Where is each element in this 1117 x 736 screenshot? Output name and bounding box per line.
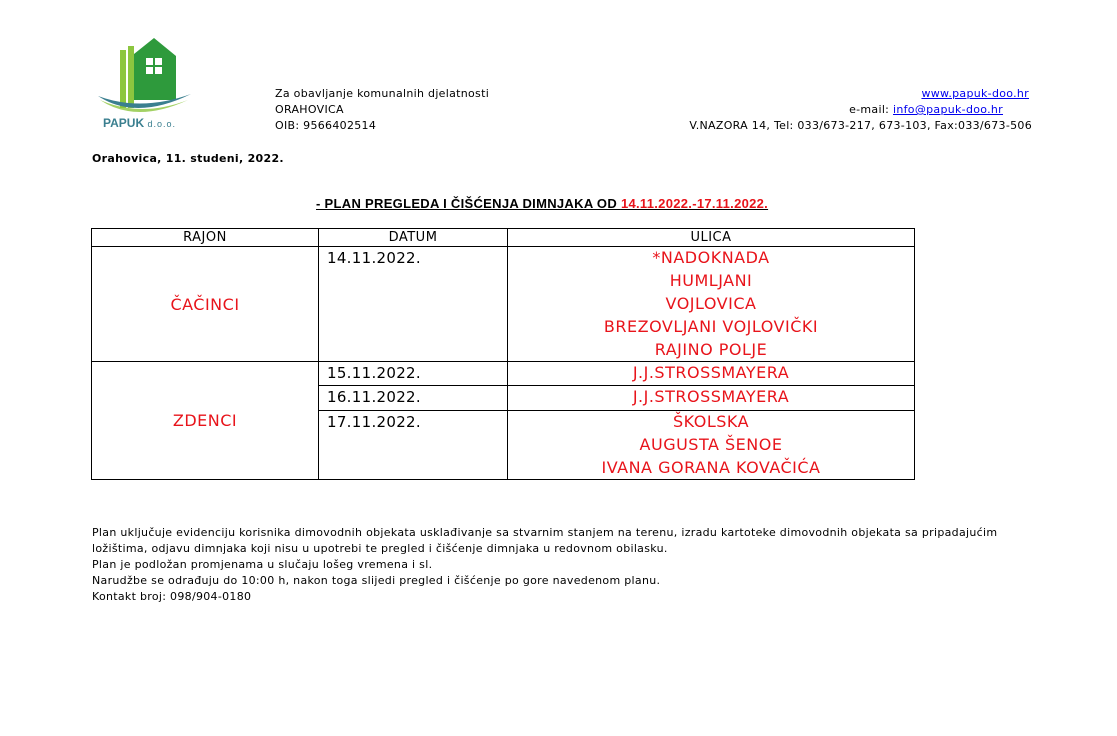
- datum-value: 17.11.2022.: [327, 413, 421, 431]
- logo-suffix: d.o.o.: [147, 119, 176, 129]
- email-row: [849, 103, 1003, 116]
- website-row: [921, 87, 1029, 100]
- footer-line: Kontakt broj: 098/904-0180: [92, 590, 252, 603]
- footer-line: Narudžbe se odrađuju do 10:00 h, nakon toga slijedi pregled i čišćenje po gore navedenom planu.: [92, 574, 661, 587]
- ulica-cell: [508, 386, 915, 411]
- table-header-row: [92, 229, 915, 247]
- title-prefix: - PLAN PREGLEDA I ČIŠĆENJA DIMNJAKA OD: [316, 196, 621, 211]
- datum-cell: [319, 386, 508, 411]
- street-name: J.J.STROSSMAYERA: [632, 387, 790, 406]
- email-link[interactable]: info@papuk-doo.hr: [893, 103, 1003, 116]
- address-line: V.NAZORA 14, Tel: 033/673-217, 673-103, Fax:033/673-506: [689, 119, 1032, 132]
- title-date-range: 14.11.2022.-17.11.2022.: [620, 196, 769, 211]
- footer-line: Plan je podložan promjenama u slučaju lošeg vremena i sl.: [92, 558, 433, 571]
- header-datum: DATUM: [319, 229, 508, 247]
- datum-value: 14.11.2022.: [327, 249, 421, 267]
- header-rajon: RAJON: [92, 229, 319, 247]
- street-name: BREZOVLJANI VOJLOVIČKI: [603, 317, 819, 336]
- company-oib: OIB: 9566402514: [275, 119, 377, 132]
- logo-name: PAPUK: [103, 116, 145, 130]
- rajon-cell: ČAČINCI: [92, 247, 319, 362]
- ulica-cell: [508, 247, 915, 362]
- street-name: IVANA GORANA KOVAČIĆA: [601, 458, 821, 477]
- schedule-table: [91, 228, 915, 480]
- street-name: AUGUSTA ŠENOE: [639, 435, 783, 454]
- footer-notes: [92, 525, 1032, 605]
- datum-cell: [319, 247, 508, 362]
- email-label: e-mail:: [849, 103, 890, 116]
- company-line-1: Za obavljanje komunalnih djelatnosti: [275, 87, 490, 100]
- street-name: ŠKOLSKA: [672, 412, 750, 431]
- ulica-cell: [508, 411, 915, 480]
- datum-value: 16.11.2022.: [327, 388, 421, 406]
- street-name: RAJINO POLJE: [654, 340, 768, 359]
- street-name: VOJLOVICA: [665, 294, 757, 313]
- datum-cell: [319, 362, 508, 386]
- ulica-cell: [508, 362, 915, 386]
- website-link[interactable]: www.papuk-doo.hr: [921, 87, 1029, 100]
- company-line-2: ORAHOVICA: [275, 103, 344, 116]
- page-title: [316, 196, 768, 211]
- street-name: HUMLJANI: [669, 271, 753, 290]
- street-name: *NADOKNADA: [652, 248, 770, 267]
- footer-line: ložištima, odjavu dimnjaka koji nisu u upotrebi te pregled i čišćenje dimnjaka u redovnom obilasku.: [92, 542, 668, 555]
- rajon-cell: ZDENCI: [92, 362, 319, 480]
- date-line: Orahovica, 11. studeni, 2022.: [92, 152, 284, 165]
- header-ulica: ULICA: [508, 229, 915, 247]
- table-row: [92, 362, 915, 386]
- street-name: J.J.STROSSMAYERA: [632, 363, 790, 382]
- datum-cell: [319, 411, 508, 480]
- logo-wordmark: [103, 116, 176, 130]
- footer-line: Plan uključuje evidenciju korisnika dimovodnih objekata usklađivanje sa stvarnim stanjem na terenu, izradu kartoteke dimovodnih objekata sa pripadajućim: [92, 526, 998, 539]
- table-row: [92, 247, 915, 362]
- datum-value: 15.11.2022.: [327, 364, 421, 382]
